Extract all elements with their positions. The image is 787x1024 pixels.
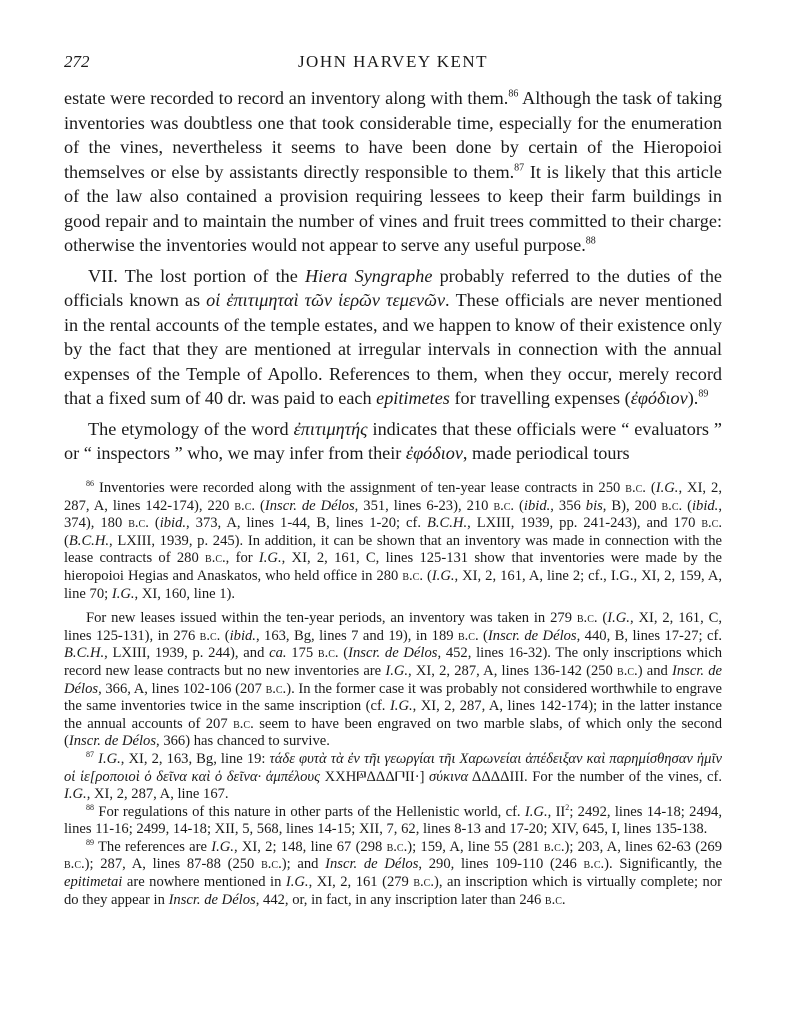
footnote-text: σύκινα [429, 768, 469, 785]
footnote-text: I.G. [258, 550, 282, 567]
footnote-text: , XI, 2, 161, C, lines 125-131 show that inventories were made by the hieropoioi Hegias and Anaskatos, who held office in 280 [64, 550, 722, 584]
footnote-text: b.c. [661, 497, 683, 514]
footnote-text: b.c. [261, 856, 282, 873]
footnote-text: ( [597, 610, 608, 627]
running-head: JOHN HARVEY KENT [297, 52, 489, 71]
footnote-number: 88 [86, 802, 95, 812]
footnote-text: ( [64, 532, 69, 549]
footnote-text: ); 287, A, lines 87-88 (250 [84, 856, 262, 873]
footnote-88 [64, 804, 722, 839]
footnote-text: I.G. [607, 610, 630, 627]
footnote-text: , XI, 2, 161, C, lines 125-131), in 276 [64, 610, 722, 644]
footnote-text: b.c. [233, 715, 254, 732]
footnote-text: , 163, Bg, lines 7 and 19), in 189 [255, 627, 458, 644]
paragraph-1: estate were recorded to record an inventory along with them.$^{86}$ Although the task of taking inventories was doubtless one that took considerable time, especially for the enumeration of the vines, nevertheless it seems to have been done by certain of the Hieropoioi themselves or else by assistants directly responsible to them.$^{87}$ It is likely that this article of the law also contained a provision requiring lessees to keep their farm buildings in good repair and to maintain the number of vines and fruit trees committed to their charge: otherwise the inventories would not appear to serve any useful purpose.$^{88}$ [64, 88, 722, 255]
footnote-text: , 442, or, in fact, in any inscription later than 246 [255, 891, 545, 908]
footnote-text: b.c. [205, 550, 226, 567]
footnote-text: , for [225, 550, 259, 567]
footnote-text: b.c. [617, 662, 638, 679]
page-header [64, 52, 722, 74]
footnotes [64, 480, 722, 909]
footnote-text: 175 [286, 645, 318, 662]
footnote-text: b.c. [701, 515, 722, 532]
footnote-text: Inscr. de Délos [348, 645, 438, 662]
footnote-text: B.C.H. [64, 645, 105, 662]
footnote-text: ( [220, 627, 230, 644]
footnote-text: τάδε φυτὰ τὰ ἐν τῆι γεωργίαι τῆι Χαρωνείαι ἀπέδειξαν καὶ παρημίσθησαν ἡμῖν οἱ ἱε[ροποιοὶ ὁ δεῖνα καὶ ὁ δεῖνα· ἀμπέλους [64, 750, 722, 785]
footnote-number: 86 [86, 478, 95, 488]
footnote-text: , XI, 2, 161, A, line 2; cf., [454, 567, 611, 584]
footnote-ref-86[interactable]: 86 [508, 88, 519, 100]
footnote-text: I.G. [211, 838, 234, 855]
footnote-text: ibid. [691, 497, 719, 514]
footnote-text: , LXIII, 1939, p. 244), and [104, 645, 270, 662]
footnote-86-continued [64, 610, 722, 751]
footnote-text: b.c. [128, 515, 149, 532]
footnote-text: , LXIII, 1939, pp. 241-243), and 170 [467, 515, 702, 532]
footnote-text: , XI, 2, 163, Bg, line 19: [120, 750, 270, 767]
footnote-text: ( [148, 515, 160, 532]
footnote-text: , B), 200 [602, 497, 662, 514]
footnote-text: b.c. [64, 856, 85, 873]
footnote-text: , 356 [550, 497, 586, 514]
footnote-text: ( [422, 567, 432, 584]
footnote-text: b.c. [625, 480, 646, 496]
footnote-text: ca. [269, 645, 287, 662]
footnote-text: I.G. [431, 567, 455, 584]
footnote-text: , 373, A, lines 1-44, B, lines 1-20; cf. [186, 515, 427, 532]
footnote-text: , 374), 180 [64, 497, 722, 532]
footnote-text: Inscr. de Délos [325, 856, 419, 873]
paragraph-3: The etymology of the word ἐπιτιμητής indicates that these officials were “ evaluators ” or “ inspectors ” who, we may infer from their ἐφόδιον, made periodical tours [64, 418, 722, 463]
footnote-text: b.c. [234, 497, 256, 514]
footnote-text: seem to have been engraved on two marble slabs, of which only the second ( [64, 715, 722, 750]
footnote-text: b.c. [317, 645, 339, 662]
footnote-text: , II [547, 803, 566, 820]
footnote-text: b.c. [583, 856, 605, 873]
footnote-text: b.c. [265, 680, 287, 697]
footnote-ref-87[interactable]: 87 [514, 162, 525, 173]
footnote-text: epitimetai [64, 874, 123, 891]
footnote-text: b.c. [402, 567, 423, 584]
footnote-86 [64, 480, 722, 603]
footnote-text: ) and [637, 662, 672, 679]
footnote-text: I.G. [111, 585, 135, 602]
footnote-text: , LXIII, 1939, p. 245). In addition, it can be shown that an inventory was made in connection with the lease contracts of 280 [64, 532, 722, 567]
footnote-text: Inscr. de Délos [487, 627, 577, 644]
footnote-text: ibid. [229, 627, 256, 644]
footnote-text: , XI, 2; 148, line 67 (298 [233, 838, 387, 855]
footnote-text: , 366, A, lines 102-106 (207 [98, 680, 266, 697]
greek-phrase: οἱ ἐπιτιμηταὶ τῶν ἱερῶν τεμενῶν [206, 290, 446, 310]
footnote-number: 89 [86, 837, 95, 847]
footnote-text: I.G. [64, 786, 87, 803]
footnote-text: bis [585, 497, 603, 514]
footnote-text: ibid. [523, 497, 551, 514]
footnote-text: b.c. [457, 627, 479, 644]
greek-word: ἐφόδιον [405, 443, 463, 463]
footnote-text: b.c. [386, 838, 408, 855]
footnote-text: I.G. [285, 874, 309, 891]
greek-word: ἐφόδιον [630, 388, 688, 408]
footnote-text: I.G. [385, 662, 409, 679]
footnote-text: Inscr. de Délos [64, 662, 722, 697]
footnote-text: b.c. [544, 891, 566, 908]
footnote-text: ibid. [159, 515, 187, 532]
footnote-text: ). In the former case it was probably not considered worthwhile to engrave the same inventories twice in the same inscription (cf. [64, 680, 722, 715]
footnote-text: The references are [94, 838, 212, 855]
greek-word: ἐπιτιμητής [293, 418, 368, 439]
footnote-text: , 440, B, lines 17-27; cf. [576, 627, 722, 644]
footnote-text: 2 [565, 802, 570, 812]
footnote-89 [64, 839, 722, 909]
footnote-text: ΧΧΗ𐅄ΔΔΔ𐅃ΙΙ·] [320, 768, 430, 785]
footnote-text: b.c. [413, 874, 434, 891]
footnote-text: B.C.H. [68, 532, 110, 549]
footnote-text: I.G. [98, 750, 121, 767]
footnote-text: ( [645, 480, 656, 496]
footnote-text: ); 159, A, line 55 (281 [407, 838, 544, 855]
footnote-text: ( [255, 497, 265, 514]
page-number: 272 [64, 52, 90, 71]
footnote-text: ( [478, 627, 488, 644]
footnote-text: b.c. [543, 838, 565, 855]
footnote-text: Inscr. de Délos [68, 733, 157, 750]
footnote-text: ); 203, A, lines 62-63 (269 [564, 838, 722, 855]
footnote-text: ΔΔΔΔΙΙΙ. For the number of the vines, cf. [468, 768, 722, 785]
footnote-text: ; 2492, lines 14-18; 2494, lines 11-16; 2499, 14-18; XII, 5, 568, lines 14-15; XII, 7, 62, lines 8-13 and 17-20; XIV, 645, I, lines 135-138. [64, 803, 722, 838]
footnote-text: , XI, 2, 161 (279 [308, 874, 414, 891]
footnote-text: ). Significantly, the [604, 856, 722, 873]
footnote-text: For new leases issued within the ten-year periods, an inventory was taken in 279 [86, 610, 577, 627]
main-text [64, 86, 722, 466]
footnote-text: , XI, 2, 287, A, line 167. [86, 786, 229, 803]
footnote-text: I.G. [610, 567, 634, 584]
footnote-text: B.C.H. [426, 515, 468, 532]
footnote-text: I.G. [655, 480, 679, 496]
term: epitimetes [376, 388, 450, 408]
footnote-text: , 366) has chanced to survive. [156, 733, 330, 750]
footnote-text: ( [338, 645, 349, 662]
footnote-text: , XI, 2, 287, A, lines 142-174); in the latter instance the annual accounts of 207 [64, 698, 722, 732]
footnote-ref-89[interactable]: 89 [698, 388, 709, 400]
footnote-text: b.c. [493, 497, 515, 514]
footnote-ref-88[interactable]: 88 [585, 235, 596, 247]
footnote-text: Inscr. de Délos [168, 891, 256, 908]
footnote-text: , 452, lines 16-32). The only inscriptions which record new lease contracts but no new inventories are [64, 645, 723, 679]
footnote-text: b.c. [576, 610, 598, 627]
footnote-text: b.c. [199, 627, 221, 644]
footnote-text: , XI, 2, 159, A, line 70; [64, 567, 723, 602]
paragraph-2: VII. The lost portion of the Hiera Syngraphe probably referred to the duties of the officials known as οἱ ἐπιτιμηταὶ τῶν ἱερῶν τεμενῶν. These officials are never mentioned in the rental accounts of the temple estates, and we happen to know of their existence only by the fact that they are mentioned at irregular intervals in connection with the annual expenses of the Temple of Apollo. References to them, when they occur, merely record that a fixed sum of 40 dr. was paid to each epitimetes for travelling expenses (ἐφόδιον).$^{89}$ [64, 265, 723, 408]
footnote-text: ), an inscription which is virtually complete; nor do they appear in [64, 874, 722, 908]
footnote-text: For regulations of this nature in other parts of the Hellenistic world, cf. [94, 803, 525, 820]
footnote-text: , XI, 160, line 1). [134, 585, 236, 602]
footnote-text: ( [514, 497, 524, 514]
footnote-text: ); and [281, 856, 326, 873]
footnote-text: I.G. [389, 698, 413, 715]
footnote-text: I.G. [524, 803, 548, 820]
work-title: Hiera Syngraphe [305, 265, 433, 286]
footnote-text: , 290, lines 109-110 (246 [418, 856, 584, 873]
footnote-text: are nowhere mentioned in [122, 874, 286, 891]
footnote-text: , XI, 2, 287, A, lines 142-174), 220 [64, 480, 722, 514]
footnote-text: ( [682, 497, 692, 514]
footnote-text: Inventories were recorded along with the assignment of ten-year lease contracts in 250 [94, 480, 626, 496]
footnote-text: , 351, lines 6-23), 210 [354, 497, 494, 514]
footnote-number: 87 [86, 749, 95, 759]
footnote-text: , XI, 2, 287, A, lines 136-142 (250 [408, 662, 618, 679]
footnote-text: Inscr. de Délos [264, 497, 355, 514]
footnote-87 [64, 751, 722, 804]
